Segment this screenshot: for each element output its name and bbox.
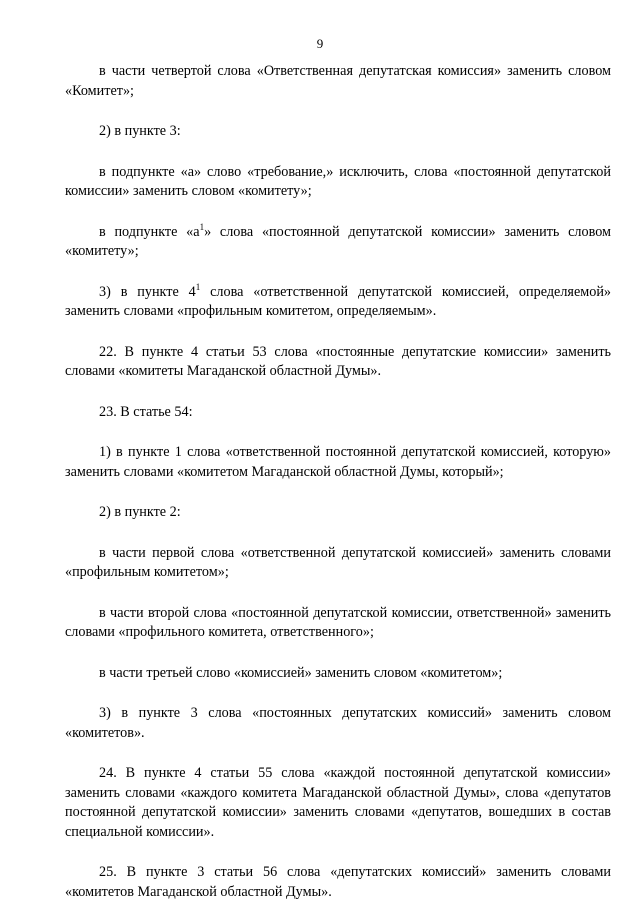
paragraph-text: слова «ответственной депутатской комиссией, определяемой» заменить словами «профильным комитетом, определяемым». <box>65 283 611 319</box>
paragraph-item-25: 25. В пункте 3 статьи 56 слова «депутатских комиссий» заменить словами «комитетов Магаданской областной Думы». <box>65 864 611 900</box>
paragraph-point-4-1 <box>65 283 611 322</box>
paragraph-text: 3) в пункте 4 <box>99 283 196 300</box>
paragraph-part-four-committee: в части четвертой слова «Ответственная депутатская комиссия» заменить словом «Комитет»; <box>65 63 611 99</box>
page-number: 9 <box>316 36 324 51</box>
paragraph-point-3-heading: 2) в пункте 3: <box>99 123 181 139</box>
paragraph-item-24: 24. В пункте 4 статьи 55 слова «каждой постоянной депутатской комиссии» заменить словами «каждого комитета Магаданской областной Думы», слова «депутатов постоянной депутатской комиссии» заменить словами «депутатов, вошедших в состав специальной комиссии». <box>65 765 611 840</box>
paragraph-part-one: в части первой слова «ответственной депутатской комиссией» заменить словами «профильным комитетом»; <box>65 544 611 580</box>
paragraph-part-three: в части третьей слово «комиссией» заменить словом «комитетом»; <box>99 664 503 681</box>
document-body <box>65 62 611 923</box>
superscript-index: 1 <box>199 221 205 232</box>
paragraph-item-23-point-2-heading: 2) в пункте 2: <box>99 504 181 520</box>
paragraph-text: » слова «постоянной депутатской комиссии» заменить словом «комитету»; <box>65 223 611 259</box>
paragraph-part-two: в части второй слова «постоянной депутатской комиссии, ответственной» заменить словами «профильного комитета, ответственного»; <box>65 604 611 640</box>
paragraph-item-23-point-1: 1) в пункте 1 слова «ответственной постоянной депутатской комиссией, которую» заменить словами «комитетом Магаданской областной Думы, который»; <box>65 444 611 480</box>
paragraph-item-22: 22. В пункте 4 статьи 53 слова «постоянные депутатские комиссии» заменить словами «комитеты Магаданской областной Думы». <box>65 343 611 379</box>
superscript-index: 1 <box>195 281 201 292</box>
paragraph-subpoint-a: в подпункте «а» слово «требование,» исключить, слова «постоянной депутатской комиссии» заменить словом «комитету»; <box>65 163 611 199</box>
paragraph-item-23-heading: 23. В статье 54: <box>99 403 193 420</box>
paragraph-text: в подпункте «а <box>99 223 200 240</box>
paragraph-subpoint-a1 <box>65 223 611 262</box>
paragraph-item-23-point-3: 3) в пункте 3 слова «постоянных депутатских комиссий» заменить словом «комитетов». <box>65 705 611 741</box>
